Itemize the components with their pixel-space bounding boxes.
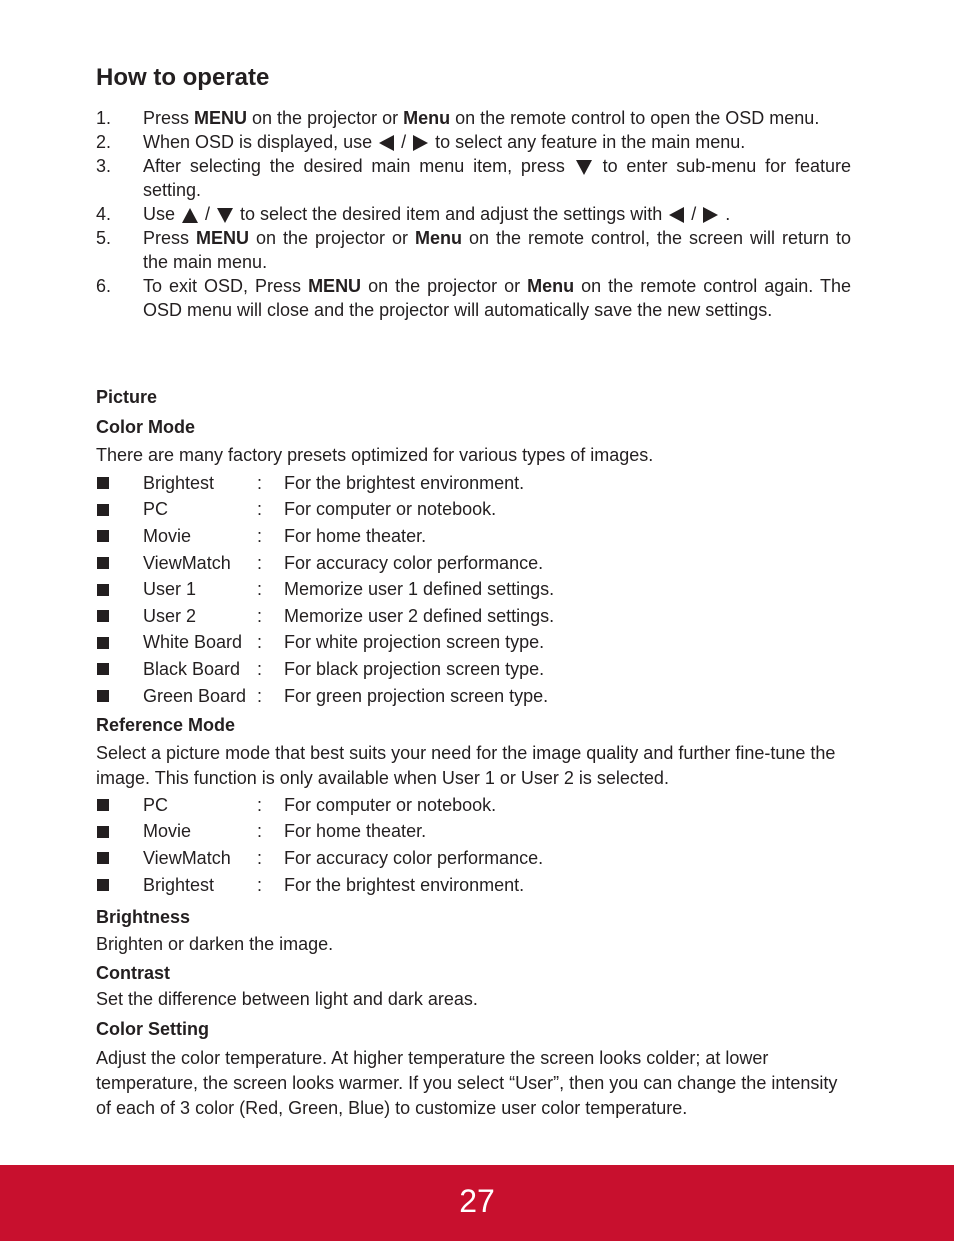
brightness-text: Brighten or darken the image. xyxy=(96,934,334,954)
step-number: 4. xyxy=(96,204,112,224)
step-1 xyxy=(96,106,851,130)
contrast-text: Set the difference between light and dark areas. xyxy=(96,989,478,1009)
square-bullet-icon xyxy=(97,557,109,569)
list-item: Brightest : For the brightest environment. xyxy=(96,872,851,899)
step-3 xyxy=(96,154,851,202)
step-number: 6. xyxy=(96,276,112,296)
square-bullet-icon xyxy=(97,690,109,702)
square-bullet-icon xyxy=(97,826,109,838)
square-bullet-icon xyxy=(97,852,109,864)
list-item: Green Board : For green projection screen type. xyxy=(96,683,851,710)
list-item: User 1 : Memorize user 1 defined settings. xyxy=(96,576,851,603)
list-item: Movie : For home theater. xyxy=(96,819,851,846)
up-arrow-icon xyxy=(182,208,198,223)
page-number: 27 xyxy=(459,1183,495,1219)
step-text: Use / to select the desired item and adjust the settings with / . xyxy=(143,204,731,224)
square-bullet-icon xyxy=(97,637,109,649)
down-arrow-icon xyxy=(576,160,592,175)
reference-mode-intro: Select a picture mode that best suits your need for the image quality and further fine-tune the image. This function is only available when User 1 or User 2 is selected. xyxy=(96,743,836,788)
square-bullet-icon xyxy=(97,504,109,516)
step-number: 1. xyxy=(96,108,112,128)
step-4 xyxy=(96,202,851,226)
operation-steps xyxy=(96,106,851,322)
square-bullet-icon xyxy=(97,610,109,622)
list-item: Black Board : For black projection screen type. xyxy=(96,656,851,683)
step-text: When OSD is displayed, use / to select any feature in the main menu. xyxy=(143,132,746,152)
left-arrow-icon xyxy=(379,135,394,151)
square-bullet-icon xyxy=(97,663,109,675)
square-bullet-icon xyxy=(97,530,109,542)
right-arrow-icon xyxy=(703,207,718,223)
square-bullet-icon xyxy=(97,477,109,489)
square-bullet-icon xyxy=(97,584,109,596)
color-mode-intro: There are many factory presets optimized for various types of images. xyxy=(96,445,654,465)
step-text: After selecting the desired main menu item, press to enter sub-menu for feature setting. xyxy=(143,156,852,200)
list-item: ViewMatch : For accuracy color performance. xyxy=(96,550,851,577)
list-item: ViewMatch : For accuracy color performance. xyxy=(96,845,851,872)
square-bullet-icon xyxy=(97,799,109,811)
brightness-heading: Brightness xyxy=(96,907,191,927)
list-item: Brightest : For the brightest environment. xyxy=(96,470,851,497)
reference-mode-list xyxy=(96,792,851,898)
section-heading: How to operate xyxy=(96,64,270,91)
square-bullet-icon xyxy=(97,879,109,891)
reference-mode-heading: Reference Mode xyxy=(96,715,236,735)
color-setting-text: Adjust the color temperature. At higher temperature the screen looks colder; at lower temperature, the screen looks warmer. If you select “User”, then you can change the intensity of each of 3 color (Red, Green, Blue) to customize user color temperature. xyxy=(96,1048,838,1118)
list-item: White Board : For white projection screen type. xyxy=(96,630,851,657)
step-number: 3. xyxy=(96,156,112,176)
right-arrow-icon xyxy=(413,135,428,151)
list-item: Movie : For home theater. xyxy=(96,523,851,550)
page-footer xyxy=(0,1165,954,1241)
step-text: Press MENU on the projector or Menu on the remote control, the screen will return to the main menu. xyxy=(143,228,852,272)
color-setting-heading: Color Setting xyxy=(96,1019,209,1039)
step-2 xyxy=(96,130,851,154)
list-item: PC : For computer or notebook. xyxy=(96,792,851,819)
picture-heading: Picture xyxy=(96,387,158,407)
color-mode-list xyxy=(96,470,851,709)
left-arrow-icon xyxy=(669,207,684,223)
step-number: 5. xyxy=(96,228,112,248)
color-mode-heading: Color Mode xyxy=(96,417,195,437)
list-item: PC : For computer or notebook. xyxy=(96,497,851,524)
step-6 xyxy=(96,274,851,322)
down-arrow-icon xyxy=(217,208,233,223)
step-text: To exit OSD, Press MENU on the projector or Menu on the remote control again. The OSD menu will close and the projector will automatically save the new settings. xyxy=(143,276,851,320)
step-5 xyxy=(96,226,851,274)
list-item: User 2 : Memorize user 2 defined settings. xyxy=(96,603,851,630)
step-number: 2. xyxy=(96,132,112,152)
step-text: Press MENU on the projector or Menu on the remote control to open the OSD menu. xyxy=(143,108,820,128)
contrast-heading: Contrast xyxy=(96,963,171,983)
